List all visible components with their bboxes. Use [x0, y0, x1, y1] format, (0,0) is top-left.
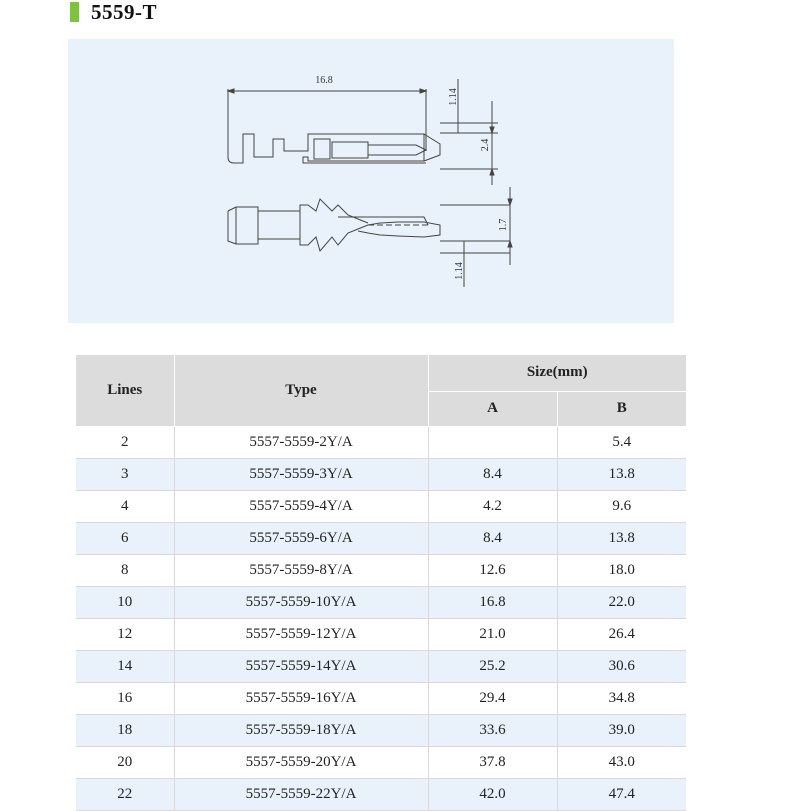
cell-b: 47.4 [557, 778, 686, 810]
cell-type: 5557-5559-10Y/A [174, 586, 428, 618]
cell-b: 13.8 [557, 522, 686, 554]
cell-type: 5557-5559-8Y/A [174, 554, 428, 586]
cell-a [428, 426, 557, 458]
cell-b: 34.8 [557, 682, 686, 714]
cell-type: 5557-5559-4Y/A [174, 490, 428, 522]
cell-a: 25.2 [428, 650, 557, 682]
cell-lines: 22 [76, 778, 174, 810]
cell-a: 37.8 [428, 746, 557, 778]
header-type: Type [174, 355, 428, 426]
cell-b: 18.0 [557, 554, 686, 586]
cell-lines: 20 [76, 746, 174, 778]
cell-a: 8.4 [428, 522, 557, 554]
cell-a: 42.0 [428, 778, 557, 810]
cell-lines: 6 [76, 522, 174, 554]
dim-bottom-height: 1.7 [498, 218, 509, 232]
cell-lines: 3 [76, 458, 174, 490]
cell-b: 39.0 [557, 714, 686, 746]
cell-a: 12.6 [428, 554, 557, 586]
dim-side-height: 2.4 [480, 138, 491, 152]
cell-lines: 4 [76, 490, 174, 522]
cell-b: 43.0 [557, 746, 686, 778]
terminal-drawing [68, 39, 674, 323]
size-spec-table [76, 355, 686, 811]
table-body [76, 426, 686, 810]
table-row [76, 682, 686, 714]
cell-type: 5557-5559-16Y/A [174, 682, 428, 714]
cell-b: 13.8 [557, 458, 686, 490]
header-lines: Lines [76, 355, 174, 426]
cell-lines: 8 [76, 554, 174, 586]
table-row [76, 586, 686, 618]
dim-top-offset: 1.14 [448, 88, 459, 106]
title-accent-marker [70, 2, 79, 22]
dim-bottom-offset: 1.14 [454, 262, 465, 280]
cell-a: 33.6 [428, 714, 557, 746]
table-row [76, 618, 686, 650]
header-b: B [557, 391, 686, 426]
table-row [76, 746, 686, 778]
cell-a: 8.4 [428, 458, 557, 490]
page-header [70, 0, 157, 24]
table-row [76, 426, 686, 458]
cell-a: 29.4 [428, 682, 557, 714]
dim-top-width: 16.8 [315, 75, 333, 86]
cell-type: 5557-5559-2Y/A [174, 426, 428, 458]
table-row [76, 714, 686, 746]
header-a: A [428, 391, 557, 426]
cell-lines: 14 [76, 650, 174, 682]
cell-lines: 10 [76, 586, 174, 618]
cell-type: 5557-5559-12Y/A [174, 618, 428, 650]
header-size: Size(mm) [428, 355, 686, 391]
cell-type: 5557-5559-20Y/A [174, 746, 428, 778]
cell-b: 30.6 [557, 650, 686, 682]
cell-b: 9.6 [557, 490, 686, 522]
top-view-outline [228, 89, 426, 163]
table-row [76, 458, 686, 490]
cell-type: 5557-5559-6Y/A [174, 522, 428, 554]
cell-a: 4.2 [428, 490, 557, 522]
cell-b: 22.0 [557, 586, 686, 618]
table-row [76, 778, 686, 810]
cell-type: 5557-5559-14Y/A [174, 650, 428, 682]
cell-b: 26.4 [557, 618, 686, 650]
cell-a: 16.8 [428, 586, 557, 618]
table-row [76, 522, 686, 554]
technical-drawing-panel [68, 39, 674, 323]
table-row [76, 650, 686, 682]
cell-lines: 16 [76, 682, 174, 714]
cell-type: 5557-5559-22Y/A [174, 778, 428, 810]
table-row [76, 554, 686, 586]
cell-a: 21.0 [428, 618, 557, 650]
cell-lines: 18 [76, 714, 174, 746]
page-title: 5559-T [91, 0, 157, 24]
cell-type: 5557-5559-3Y/A [174, 458, 428, 490]
cell-b: 5.4 [557, 426, 686, 458]
cell-type: 5557-5559-18Y/A [174, 714, 428, 746]
table-row [76, 490, 686, 522]
cell-lines: 2 [76, 426, 174, 458]
cell-lines: 12 [76, 618, 174, 650]
